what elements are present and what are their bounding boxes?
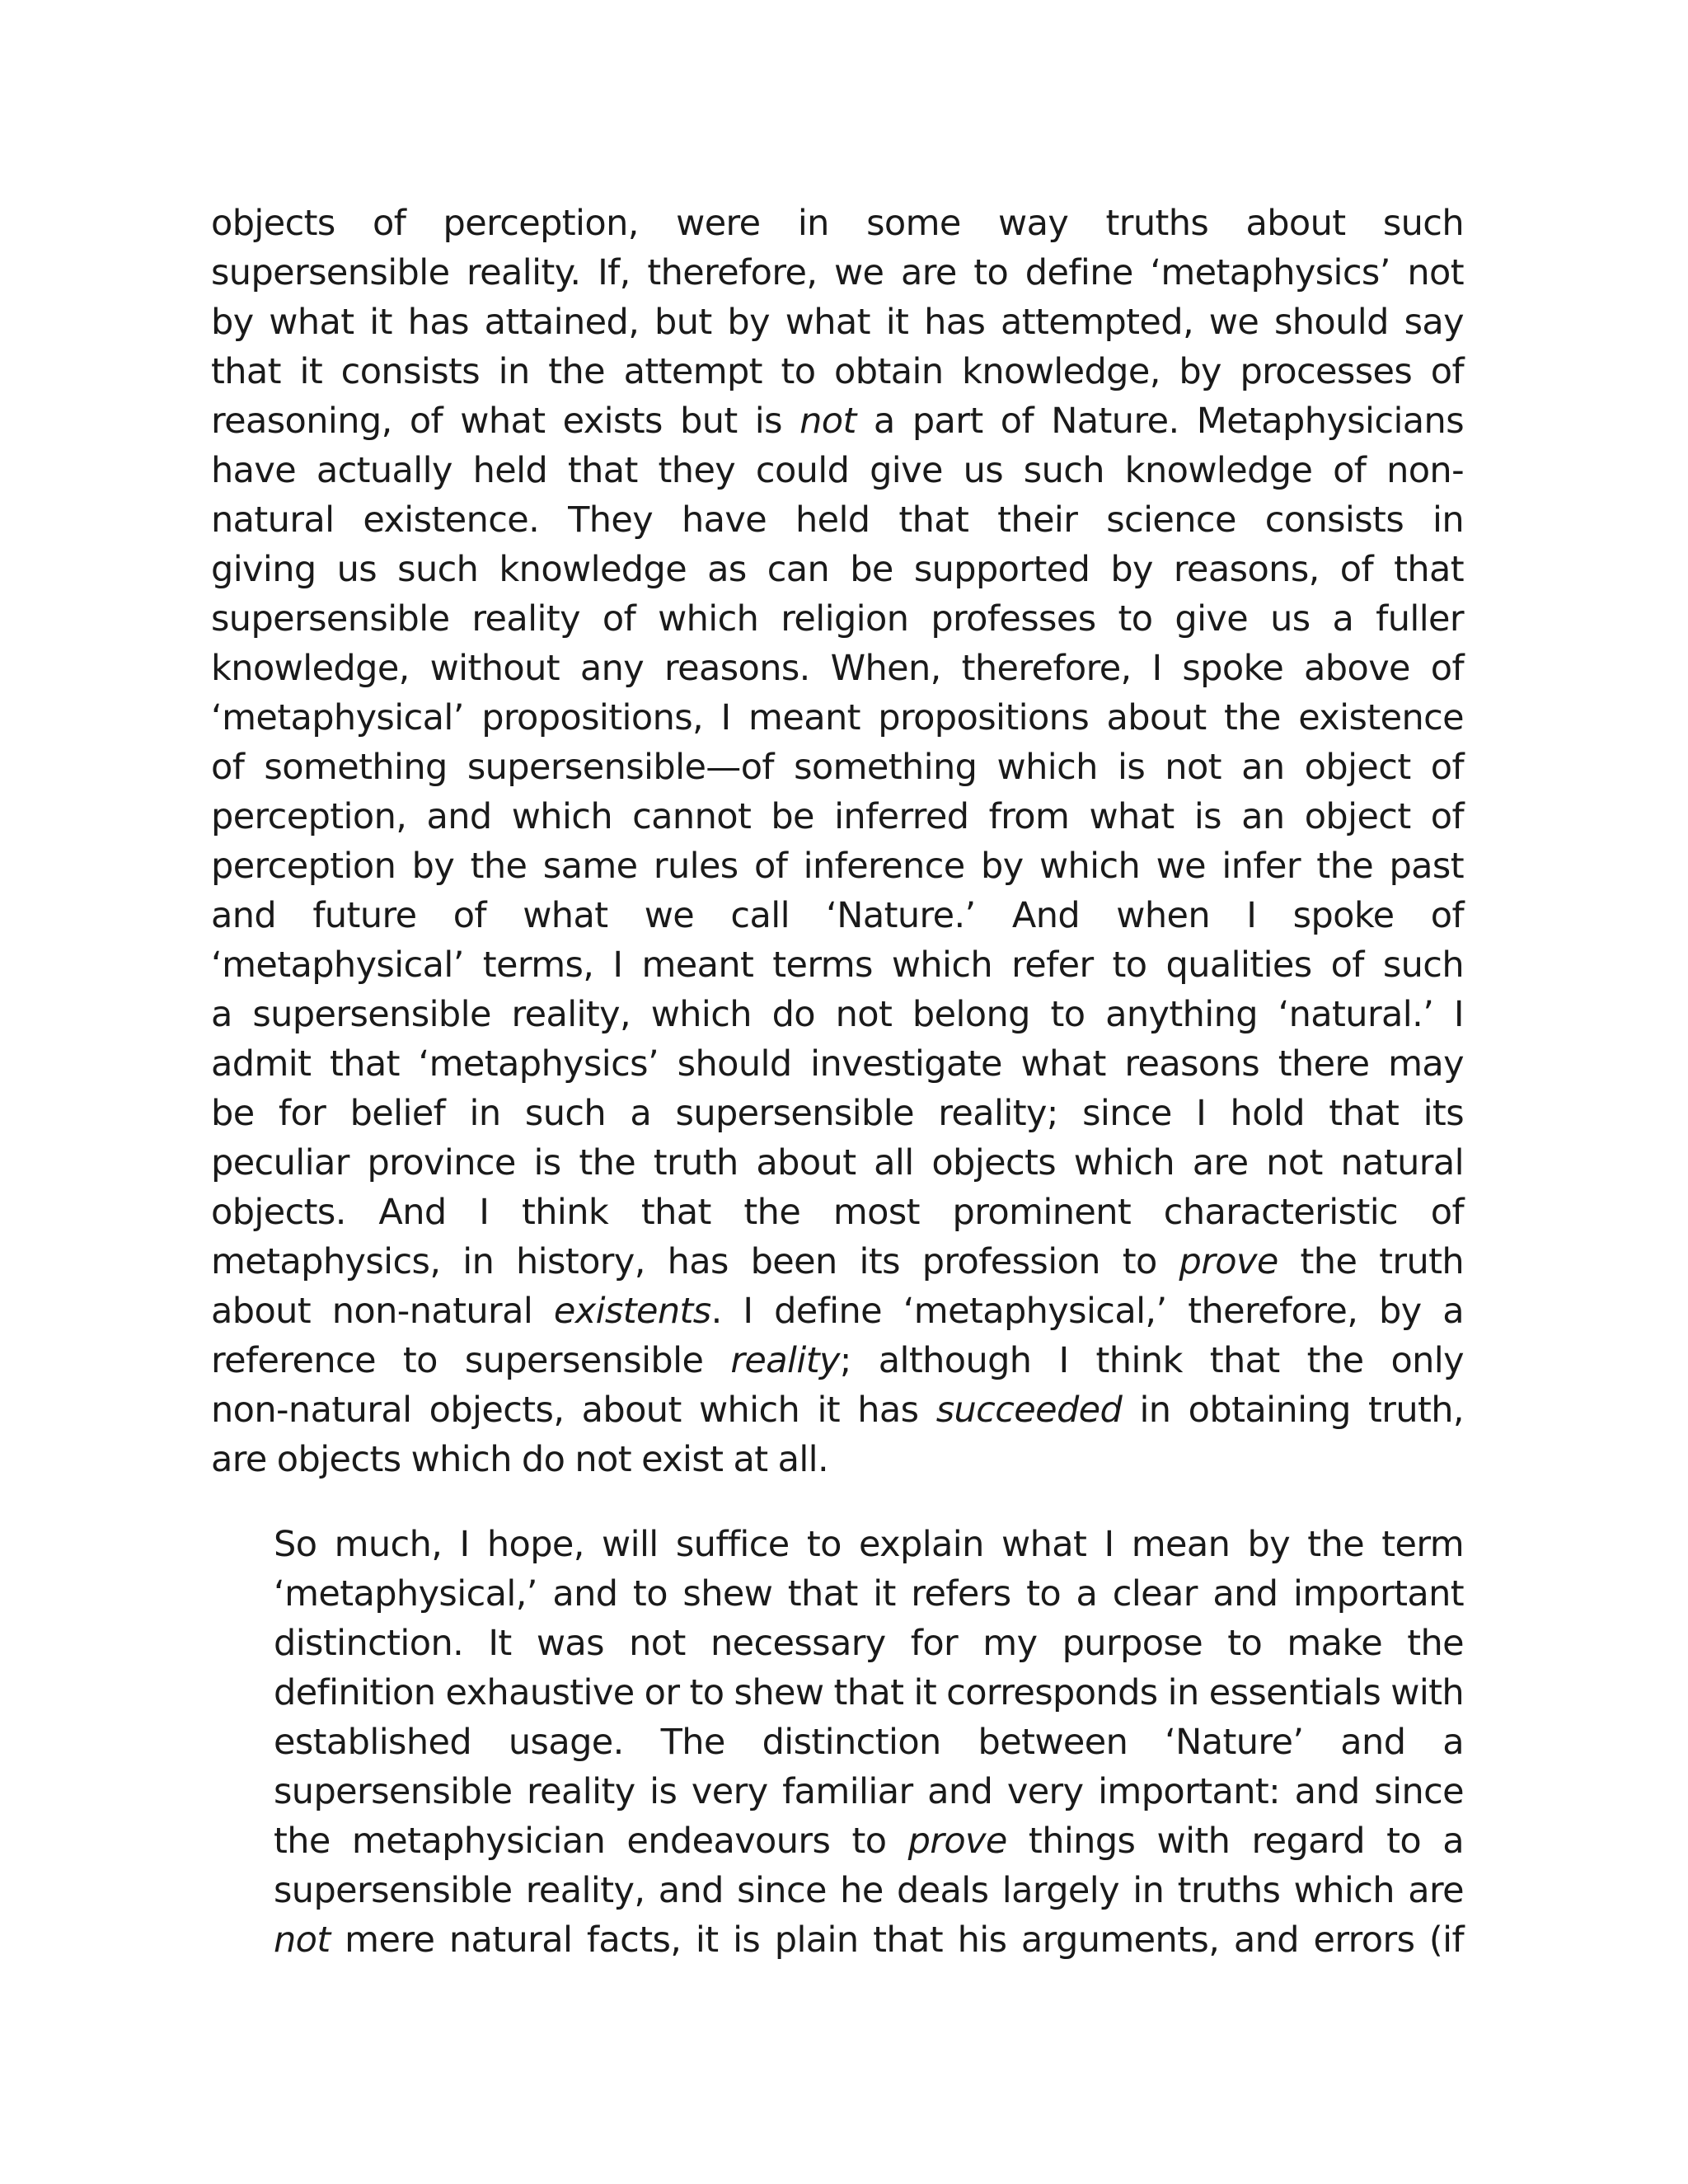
text-run: mere natural facts, it is plain that his arguments, and errors (if [330,1919,1464,1961]
emphasized-text: reality [730,1340,840,1381]
text-line [211,248,1464,298]
text-run: of something supersensible—of something which is not an object of [211,747,1464,788]
text-line [211,1569,1464,1619]
text-line [211,446,1464,495]
text-line [211,199,1464,248]
text-line [211,743,1464,792]
text-line [211,1089,1464,1138]
text-run: established usage. The distinction between ‘Nature’ and a [274,1722,1464,1763]
text-run: are objects which do not exist at all. [211,1439,829,1480]
text-run: metaphysics, in history, has been its profession to [211,1241,1179,1282]
text-run: perception by the same rules of inference by which we infer the past [211,846,1464,887]
text-run: objects of perception, were in some way truths about such [211,203,1464,244]
text-run: in obtaining truth, [1122,1390,1464,1431]
text-line [211,990,1464,1039]
paragraph [211,199,1464,1484]
text-run: perception, and which cannot be inferred from what is an object of [211,796,1464,837]
text-line [211,1915,1464,1965]
text-line [211,347,1464,396]
text-run: ‘metaphysical’ propositions, I meant propositions about the existence [211,697,1464,738]
text-line [211,396,1464,446]
text-run: peculiar province is the truth about all objects which are not natural [211,1142,1464,1183]
text-line [211,940,1464,990]
text-line [211,1718,1464,1767]
text-run: supersensible reality. If, therefore, we are to define ‘metaphysics’ not [211,252,1464,293]
text-run: things with regard to a [1006,1821,1464,1862]
emphasized-text: prove [1179,1241,1278,1282]
text-line [211,1138,1464,1188]
text-run: So much, I hope, will suffice to explain what I mean by the term [274,1524,1464,1565]
text-run: giving us such knowledge as can be supported by reasons, of that [211,549,1464,590]
text-line [211,495,1464,545]
text-run: supersensible reality is very familiar and very important: and since [274,1771,1464,1812]
text-line [211,1520,1464,1569]
text-run: distinction. It was not necessary for my purpose to make the [274,1623,1464,1664]
text-run: that it consists in the attempt to obtain knowledge, by processes of [211,351,1464,392]
text-run: natural existence. They have held that their science consists in [211,499,1464,541]
text-line [211,1816,1464,1866]
emphasized-text: not [274,1919,331,1961]
text-line [211,792,1464,841]
emphasized-text: existents [553,1291,711,1332]
text-run: about non-natural [211,1291,554,1332]
text-run: reasoning, of what exists but is [211,401,800,442]
text-line [211,693,1464,743]
text-run: . I define ‘metaphysical,’ therefore, by a [710,1291,1464,1332]
text-run: a supersensible reality, which do not belong to anything ‘natural.’ I [211,994,1464,1035]
text-line [211,298,1464,347]
text-line [211,1668,1464,1718]
text-run: a part of Nature. Metaphysicians [856,401,1464,442]
emphasized-text: not [799,401,856,442]
paragraph [211,1520,1464,1965]
text-run: by what it has attained, but by what it has attempted, we should say [211,302,1464,343]
text-run: be for belief in such a supersensible reality; since I hold that its [211,1093,1464,1134]
text-line [211,1385,1464,1435]
text-line [211,1039,1464,1089]
text-line [211,891,1464,940]
emphasized-text: succeeded [935,1390,1123,1431]
text-run: supersensible reality of which religion professes to give us a fuller [211,598,1464,640]
text-line [211,1435,1464,1484]
emphasized-text: prove [907,1821,1007,1862]
text-run: knowledge, without any reasons. When, therefore, I spoke above of [211,648,1464,689]
text-run: the truth [1278,1241,1465,1282]
text-line [211,594,1464,644]
text-run: admit that ‘metaphysics’ should investigate what reasons there may [211,1043,1464,1085]
text-line [211,1767,1464,1816]
text-run: have actually held that they could give us such knowledge of non- [211,450,1464,491]
text-run: the metaphysician endeavours to [274,1821,908,1862]
text-line [211,1188,1464,1237]
text-line [211,841,1464,891]
text-run: and future of what we call ‘Nature.’ And when I spoke of [211,895,1464,936]
text-line [211,1237,1464,1286]
text-run: reference to supersensible [211,1340,731,1381]
text-run: non-natural objects, about which it has [211,1390,936,1431]
text-run: ; although I think that the only [839,1340,1464,1381]
text-run: supersensible reality, and since he deals largely in truths which are [274,1870,1464,1911]
text-line [211,1286,1464,1336]
text-run: ‘metaphysical,’ and to shew that it refers to a clear and important [274,1573,1464,1615]
text-line [211,1866,1464,1915]
text-run: ‘metaphysical’ terms, I meant terms which refer to qualities of such [211,944,1464,986]
text-run: objects. And I think that the most prominent characteristic of [211,1192,1464,1233]
text-line [211,644,1464,693]
text-line [211,1619,1464,1668]
text-line [211,1336,1464,1385]
text-line [211,545,1464,594]
text-run: definition exhaustive or to shew that it corresponds in essentials with [274,1672,1465,1713]
